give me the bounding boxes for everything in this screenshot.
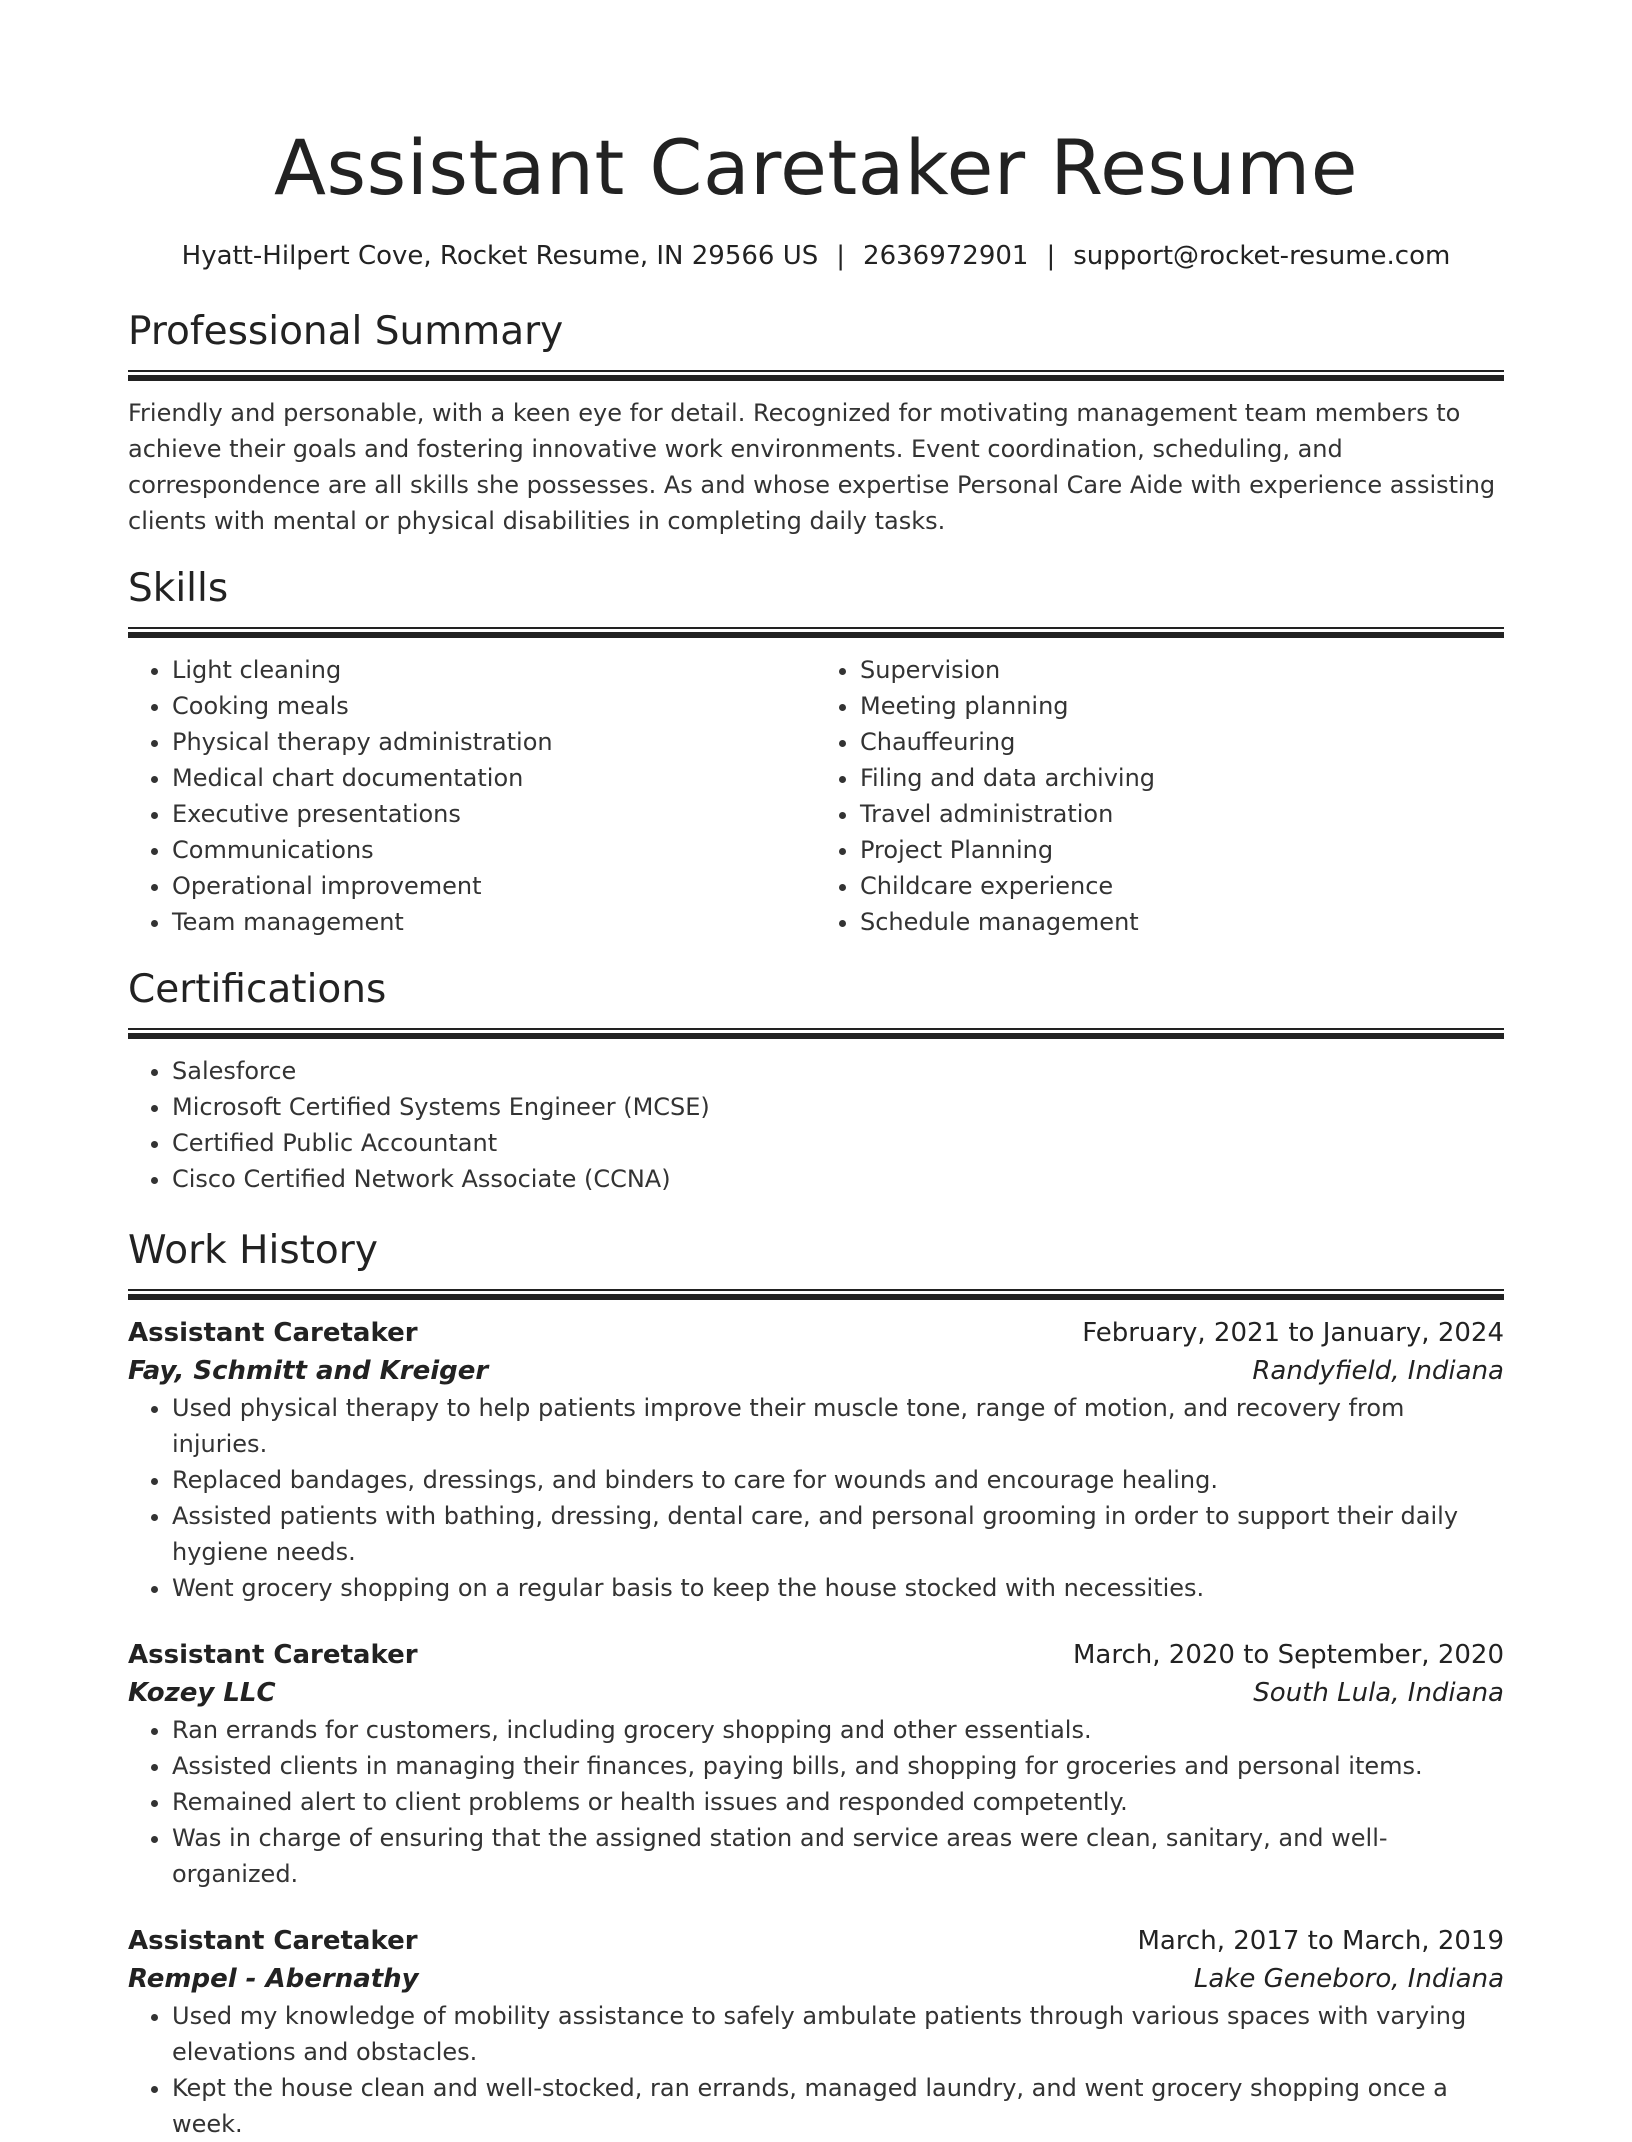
skill-item: • Meeting planning	[860, 688, 1504, 724]
job-duty: • Was in charge of ensuring that the assigned station and service areas were clean, sanitary, and well-organized.	[172, 1820, 1504, 1892]
certification-item: • Salesforce	[172, 1053, 1504, 1089]
resume-title: Assistant Caretaker Resume	[274, 123, 1358, 212]
job-subheader	[128, 1960, 1504, 1998]
skills-list-right	[816, 652, 1504, 940]
job-duty: • Used physical therapy to help patients improve their muscle tone, range of motion, and recovery from injuries.	[172, 1390, 1504, 1462]
job-duty: • Ran errands for customers, including grocery shopping and other essentials.	[172, 1712, 1504, 1748]
contact-address: Hyatt-Hilpert Cove, Rocket Resume, IN 29566 US	[181, 241, 819, 271]
certifications-heading: Certifications	[128, 967, 387, 1012]
contact-separator: |	[1046, 241, 1056, 271]
job-title: Assistant Caretaker	[128, 1640, 418, 1670]
job-duty: • Replaced bandages, dressings, and binders to care for wounds and encourage healing.	[172, 1462, 1504, 1498]
work-history-heading: Work History	[128, 1228, 378, 1273]
job-dates: March, 2020 to September, 2020	[1073, 1640, 1504, 1670]
job-location: Randyfield, Indiana	[1252, 1356, 1504, 1386]
skill-item: • Medical chart documentation	[172, 760, 816, 796]
job-duties	[128, 1390, 1504, 1606]
skills-heading: Skills	[128, 566, 229, 611]
job-subheader	[128, 1674, 1504, 1712]
job-company: Fay, Schmitt and Kreiger	[128, 1356, 489, 1386]
section-divider	[128, 627, 1504, 638]
job-entry	[128, 1314, 1504, 1606]
job-duty: • Assisted clients in managing their finances, paying bills, and shopping for groceries and personal items.	[172, 1748, 1504, 1784]
skill-item: • Physical therapy administration	[172, 724, 816, 760]
skills-section	[128, 565, 1504, 940]
job-dates: March, 2017 to March, 2019	[1137, 1926, 1504, 1956]
job-entry	[128, 1636, 1504, 1892]
skill-item: • Filing and data archiving	[860, 760, 1504, 796]
job-header	[128, 1636, 1504, 1674]
skills-list-left	[128, 652, 816, 940]
skill-item: • Communications	[172, 832, 816, 868]
job-company: Rempel - Abernathy	[128, 1964, 419, 1994]
job-duty: • Assisted patients with bathing, dressing, dental care, and personal grooming in order to support their daily hygiene needs.	[172, 1498, 1504, 1570]
skill-item: • Cooking meals	[172, 688, 816, 724]
certifications-section	[128, 966, 1504, 1197]
section-divider	[128, 1289, 1504, 1300]
certification-item: • Cisco Certified Network Associate (CCNA)	[172, 1161, 1504, 1197]
skill-item: • Operational improvement	[172, 868, 816, 904]
skill-item: • Chauffeuring	[860, 724, 1504, 760]
job-duties	[128, 1998, 1504, 2142]
job-title: Assistant Caretaker	[128, 1926, 418, 1956]
contact-phone: 2636972901	[863, 241, 1029, 271]
skill-item: • Executive presentations	[172, 796, 816, 832]
job-duties	[128, 1712, 1504, 1892]
skill-item: • Travel administration	[860, 796, 1504, 832]
certification-item: • Microsoft Certified Systems Engineer (MCSE)	[172, 1089, 1504, 1125]
job-company: Kozey LLC	[128, 1678, 276, 1708]
summary-text: Friendly and personable, with a keen eye for detail. Recognized for motivating management team members to achieve their goals and fostering innovative work environments. Event coordination, scheduling, and correspondence are all skills she possesses. As and whose expertise Personal Care Aide with experience assisting clients with mental or physical disabilities in completing daily tasks.	[128, 399, 1496, 535]
section-divider	[128, 1028, 1504, 1039]
job-duty: • Went grocery shopping on a regular basis to keep the house stocked with necessities.	[172, 1570, 1504, 1606]
job-dates: February, 2021 to January, 2024	[1082, 1318, 1504, 1348]
contact-email: support@rocket-resume.com	[1073, 241, 1451, 271]
job-duty: • Kept the house clean and well-stocked, ran errands, managed laundry, and went grocery shopping once a week.	[172, 2070, 1504, 2142]
job-title: Assistant Caretaker	[128, 1318, 418, 1348]
skill-item: • Childcare experience	[860, 868, 1504, 904]
skills-grid	[128, 652, 1504, 940]
contact-line	[128, 238, 1504, 274]
job-header	[128, 1922, 1504, 1960]
certifications-list	[128, 1053, 1504, 1197]
skill-item: • Light cleaning	[172, 652, 816, 688]
skill-item: • Team management	[172, 904, 816, 940]
summary-section	[128, 308, 1504, 539]
skill-item: • Schedule management	[860, 904, 1504, 940]
job-location: Lake Geneboro, Indiana	[1193, 1964, 1504, 1994]
skill-item: • Supervision	[860, 652, 1504, 688]
work-history-section	[128, 1227, 1504, 2142]
job-header	[128, 1314, 1504, 1352]
job-location: South Lula, Indiana	[1253, 1678, 1504, 1708]
job-subheader	[128, 1352, 1504, 1390]
job-entry	[128, 1922, 1504, 2142]
job-duty: • Used my knowledge of mobility assistance to safely ambulate patients through various spaces with varying elevations and obstacles.	[172, 1998, 1504, 2070]
skill-item: • Project Planning	[860, 832, 1504, 868]
contact-separator: |	[836, 241, 846, 271]
summary-heading: Professional Summary	[128, 309, 564, 354]
job-duty: • Remained alert to client problems or health issues and responded competently.	[172, 1784, 1504, 1820]
certification-item: • Certified Public Accountant	[172, 1125, 1504, 1161]
section-divider	[128, 370, 1504, 381]
